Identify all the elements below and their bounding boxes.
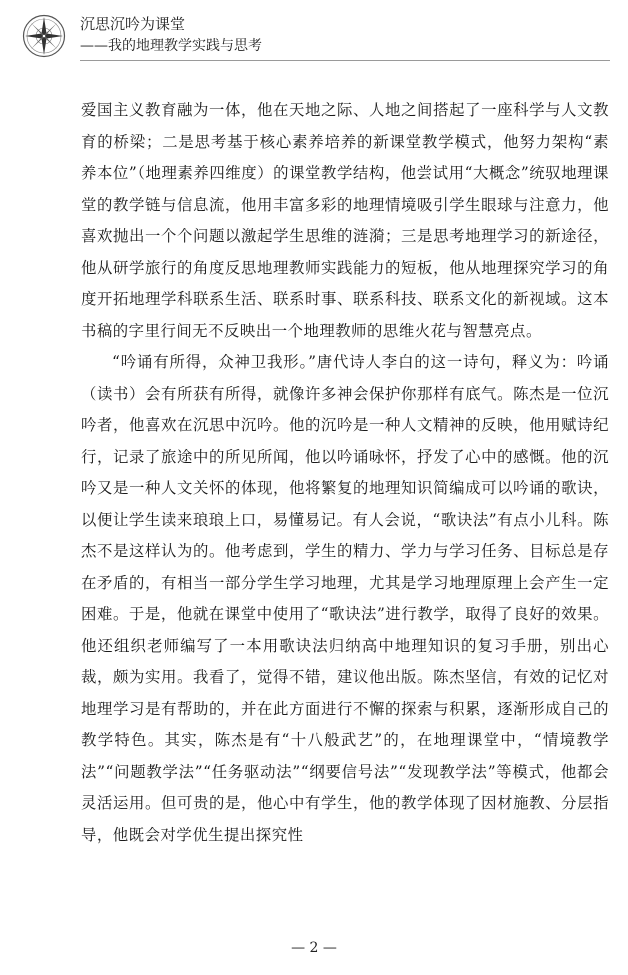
- paragraph: “吟诵有所得，众神卫我形。”唐代诗人李白的这一诗句，释义为：吟诵（读书）会有所获有所得，就像许多神会保护你那样有底气。陈杰是一位沉吟者，他喜欢在沉思中沉吟。他的沉吟是一种人文精神的反映，他用赋诗纪行，记录了旅途中的所见所闻，他以吟诵咏怀，抒发了心中的感慨。他的沉吟又是一种人文关怀的体现，他将繁复的地理知识简编成可以吟诵的歌诀，以便让学生读来琅琅上口，易懂易记。有人会说，“歌诀法”有点小儿科。陈杰不是这样认为的。他考虑到，学生的精力、学力与学习任务、目标总是存在矛盾的，有相当一部分学生学习地理，尤其是学习地理原理上会产生一定困难。于是，他就在课堂中使用了“歌诀法”进行教学，取得了良好的效果。他还组织老师编写了一本用歌诀法归纳高中地理知识的复习手册，别出心裁，颇为实用。我看了，觉得不错，建议他出版。陈杰坚信，有效的记忆对地理学习是有帮助的，并在此方面进行不懈的探索与积累，逐渐形成自己的教学特色。其实，陈杰是有“十八般武艺”的，在地理课堂中，“情境教学法”“问题教学法”“任务驱动法”“纲要信号法”“发现教学法”等模式，他都会灵活运用。但可贵的是，他心中有学生，他的教学体现了因材施教、分层指导，他既会对学优生提出探究性: [81, 353, 609, 844]
- paragraph-continued: 爱国主义教育融为一体，他在天地之际、人地之间搭起了一座科学与人文教育的桥梁；二是思考基于核心素养培养的新课堂教学模式，他努力架构“素养本位”（地理素养四维度）的课堂教学结构，他尝试用“大概念”统驭地理课堂的教学链与信息流，他用丰富多彩的地理情境吸引学生眼球与注意力，他喜欢抛出一个个问题以激起学生思维的涟漪；三是思考地理学习的新途径，他从研学旅行的角度反思地理教师实践能力的短板，他从地理探究学习的角度开拓地理学科联系生活、联系时事、联系科技、联系文化的新视域。这本书稿的字里行间无不反映出一个地理教师的思维火花与智慧亮点。: [81, 101, 609, 340]
- page-header: [0, 0, 628, 76]
- body-text: [81, 95, 609, 851]
- page-number: — 2 —: [291, 940, 337, 956]
- compass-rose-icon: [22, 14, 66, 58]
- series-title: 沉思沉吟为课堂: [80, 15, 186, 33]
- series-subtitle: ——我的地理教学实践与思考: [80, 38, 262, 54]
- header-divider: [80, 60, 610, 61]
